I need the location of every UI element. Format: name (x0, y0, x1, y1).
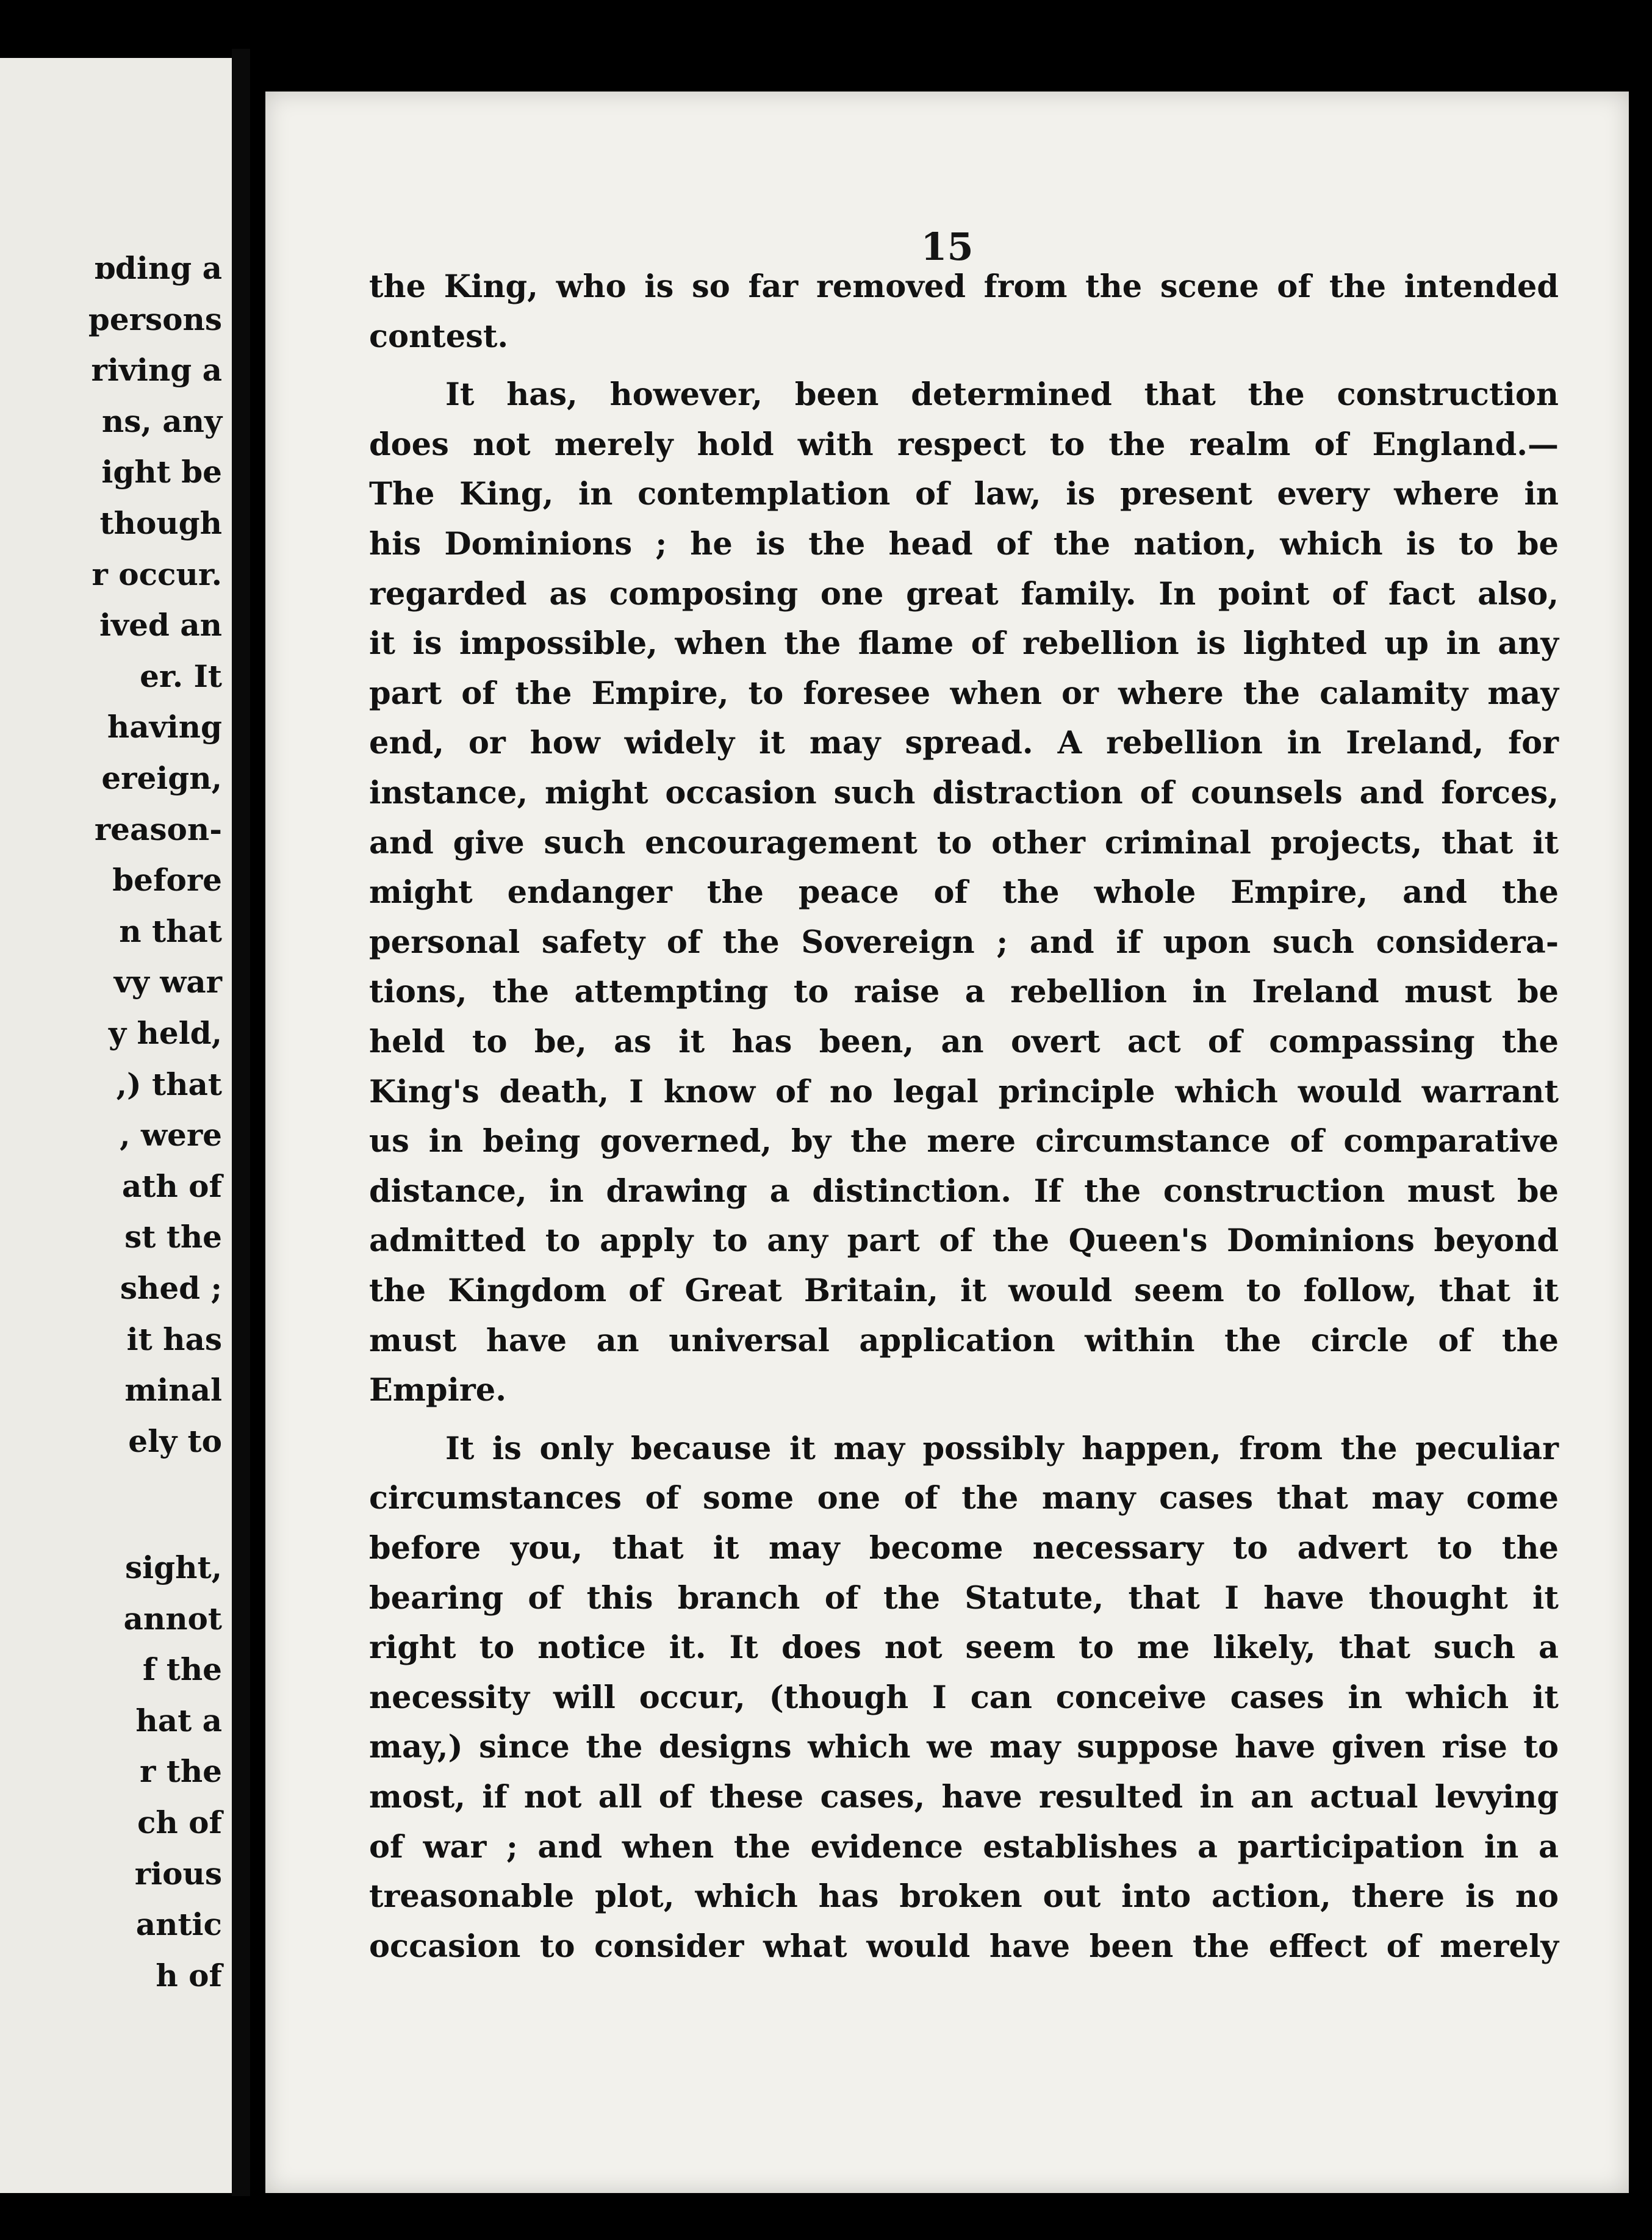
left-page-fragment: annot (123, 1600, 222, 1637)
left-page-fragment: it has (126, 1321, 222, 1357)
text-line: instance, might occasion such distraction of counsels and forces, (369, 775, 1559, 811)
text-line: us in being governed, by the mere circumstance of comparative (369, 1123, 1559, 1160)
left-page-fragment: st the (124, 1219, 222, 1255)
text-line: of war ; and when the evidence establishes a participation in a (369, 1828, 1559, 1865)
left-page-fragment: vy war (113, 964, 222, 1000)
text-line: distance, in drawing a distinction. If the construction must be (369, 1172, 1559, 1210)
text-line: It is only because it may possibly happen, from the peculiar (445, 1430, 1559, 1467)
text-line: might endanger the peace of the whole Empire, and the (369, 874, 1559, 911)
text-line: the Kingdom of Great Britain, it would seem to follow, that it (369, 1273, 1559, 1309)
right-page (265, 92, 1629, 2193)
left-page-fragment: ns, any (101, 403, 222, 439)
text-line: necessity will occur, (though I can conceive cases in which it (369, 1679, 1559, 1716)
left-page-fragment: h of (156, 1957, 222, 1994)
left-page-fragment: though (99, 505, 222, 541)
left-page-fragment: f the (142, 1651, 222, 1688)
text-line: most, if not all of these cases, have resulted in an actual levying (369, 1779, 1559, 1815)
text-line: part of the Empire, to foresee when or where the calamity may (369, 675, 1559, 712)
text-line: and give such encouragement to other criminal projects, that it (369, 824, 1559, 861)
left-page-fragment: persons (88, 301, 222, 337)
text-line: his Dominions ; he is the head of the nation, which is to be (369, 526, 1559, 562)
text-line: The King, in contemplation of law, is present every where in (369, 476, 1559, 513)
left-page-fragment: sight, (125, 1549, 222, 1585)
left-page-fragment: ely to (128, 1423, 222, 1459)
text-line: treasonable plot, which has broken out into action, there is no (369, 1878, 1559, 1915)
left-page-fragment: ,) that (116, 1066, 222, 1102)
left-page-fragment: , were (120, 1117, 222, 1154)
text-line: contest. (369, 318, 509, 355)
left-page-fragment: ight be (101, 454, 222, 490)
left-page-fragment: ɒding a (93, 250, 222, 286)
text-line: bearing of this branch of the Statute, that I have thought it (369, 1579, 1559, 1617)
text-line: circumstances of some one of the many cases that may come (369, 1480, 1559, 1517)
text-line: regarded as composing one great family. In point of fact also, (369, 575, 1559, 612)
left-page-fragment: rious (134, 1855, 222, 1892)
text-line: before you, that it may become necessary to advert to the (369, 1530, 1559, 1567)
left-page-fragment: r the (139, 1753, 222, 1790)
text-line: end, or how widely it may spread. A rebellion in Ireland, for (369, 725, 1559, 762)
text-line: personal safety of the Sovereign ; and if upon such considera- (369, 924, 1559, 961)
left-page-fragment: er. It (140, 658, 222, 694)
text-line: must have an universal application within the circle of the (369, 1322, 1559, 1359)
left-page-fragment: having (107, 709, 222, 745)
left-page-fragment: ath of (121, 1168, 222, 1204)
book-gutter (232, 49, 250, 2196)
text-line: may,) since the designs which we may suppose have given rise to (369, 1729, 1559, 1766)
page-number: 15 (921, 224, 974, 269)
left-page-fragment: r occur. (92, 556, 222, 592)
left-page-fragment: n that (119, 913, 222, 949)
left-page-fragment: ch of (137, 1804, 222, 1840)
text-line: held to be, as it has been, an overt act of compassing the (369, 1024, 1559, 1060)
text-line: it is impossible, when the flame of rebellion is lighted up in any (369, 625, 1559, 662)
text-line: tions, the attempting to raise a rebellion in Ireland must be (369, 974, 1559, 1011)
left-page-fragment: y held, (109, 1015, 222, 1051)
text-line: admitted to apply to any part of the Queen's Dominions beyond (369, 1222, 1559, 1260)
left-page-fragment: reason- (94, 811, 222, 847)
text-line: the King, who is so far removed from the scene of the intended (369, 268, 1559, 305)
text-line: King's death, I know of no legal principle which would warrant (369, 1073, 1559, 1110)
left-page-fragment: minal (124, 1372, 222, 1409)
text-line: occasion to consider what would have been the effect of merely (369, 1928, 1559, 1965)
text-line: does not merely hold with respect to the realm of England.— (369, 426, 1559, 463)
text-line: right to notice it. It does not seem to me likely, that such a (369, 1629, 1559, 1667)
left-page-fragment: shed ; (120, 1270, 222, 1306)
left-page-fragment: before (112, 862, 222, 899)
text-line: Empire. (369, 1372, 506, 1409)
left-page-fragment: ereign, (101, 760, 222, 796)
left-page-fragment: riving a (91, 352, 222, 389)
left-page-fragment: ived an (99, 607, 222, 644)
left-facing-page (0, 58, 232, 2193)
text-line: It has, however, been determined that the construction (445, 376, 1559, 414)
left-page-fragment: antic (135, 1906, 222, 1943)
left-page-fragment: hat a (135, 1702, 222, 1739)
